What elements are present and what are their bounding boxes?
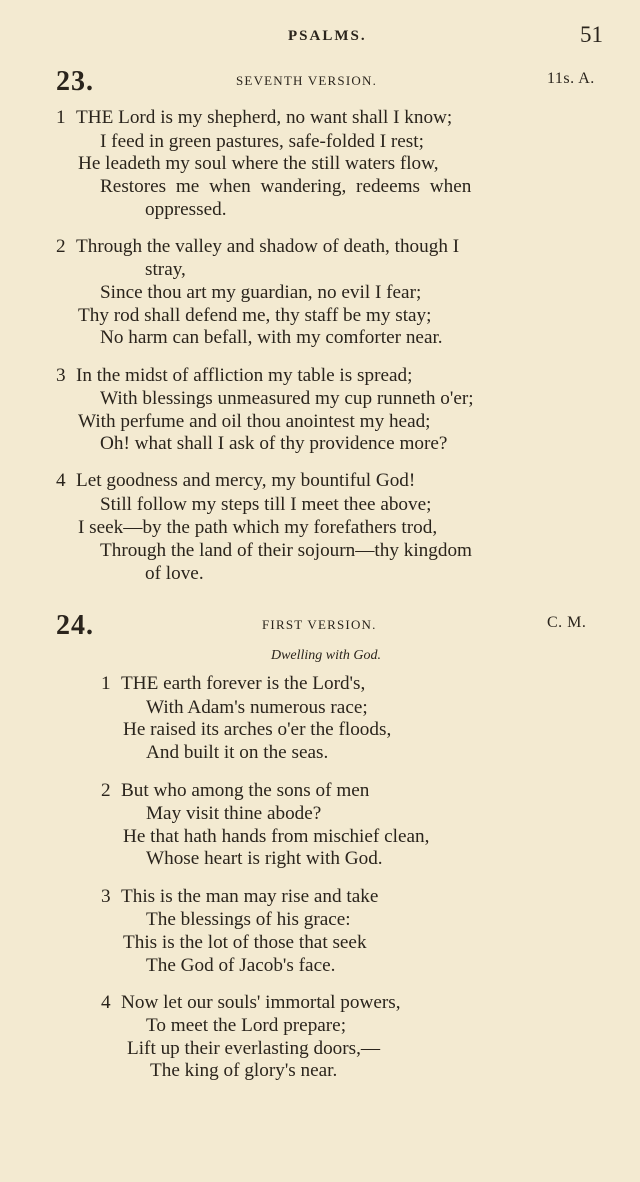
verse-line: Lift up their everlasting doors,— <box>127 1038 381 1059</box>
verse-line: With blessings unmeasured my cup runneth o'er; <box>100 388 474 409</box>
verse-line: Whose heart is right with God. <box>146 848 383 869</box>
verse-line: Through the valley and shadow of death, though I <box>76 236 460 257</box>
verse-line: Oh! what shall I ask of thy providence more? <box>100 433 448 454</box>
verse-line: oppressed. <box>145 199 227 220</box>
verse-line: The God of Jacob's face. <box>146 955 336 976</box>
hymn-number: 23. <box>56 66 94 97</box>
hymn-23-heading <box>0 66 640 98</box>
verse-line: Let goodness and mercy, my bountiful God! <box>76 470 416 491</box>
verse-line: stray, <box>145 259 186 280</box>
verse-line: Since thou art my guardian, no evil I fear; <box>100 282 422 303</box>
verse-line: THE earth forever is the Lord's, <box>121 673 366 694</box>
verse-line: This is the lot of those that seek <box>123 932 367 953</box>
hymn-version: SEVENTH VERSION. <box>236 73 378 88</box>
verse-line: He leadeth my soul where the still waters flow, <box>78 153 439 174</box>
verse-line: Now let our souls' immortal powers, <box>121 992 401 1013</box>
stanza-number: 2 <box>56 236 66 257</box>
hymn-24-heading <box>0 610 640 642</box>
hymn-version: FIRST VERSION. <box>262 617 377 632</box>
stanza-first-line <box>101 673 365 695</box>
stanza-number: 3 <box>101 886 111 907</box>
hymn-meter: 11s. A. <box>547 70 595 87</box>
verse-line: And built it on the seas. <box>146 742 329 763</box>
hymn-subtitle <box>0 648 640 664</box>
stanza-number: 3 <box>56 365 66 386</box>
verse-line: He that hath hands from mischief clean, <box>123 826 430 847</box>
verse-line: To meet the Lord prepare; <box>146 1015 347 1036</box>
running-head <box>0 22 640 52</box>
stanza-first-line <box>56 365 412 387</box>
stanza-number: 2 <box>101 780 111 801</box>
verse-line: Thy rod shall defend me, thy staff be my stay; <box>78 305 432 326</box>
verse-line: No harm can befall, with my comforter near. <box>100 327 443 348</box>
verse-line: Restores me when wandering, redeems when <box>100 176 472 197</box>
stanza-first-line <box>101 992 401 1014</box>
verse-line: THE Lord is my shepherd, no want shall I know; <box>76 107 453 128</box>
hymn-meter: C. M. <box>547 614 587 631</box>
stanza-number: 1 <box>101 673 111 694</box>
verse-line: I feed in green pastures, safe-folded I rest; <box>100 131 424 152</box>
stanza-number: 1 <box>56 107 66 128</box>
verse-line: This is the man may rise and take <box>121 886 379 907</box>
stanza-first-line <box>56 236 459 258</box>
stanza-first-line <box>56 470 415 492</box>
verse-line: I seek—by the path which my forefathers trod, <box>78 517 438 538</box>
verse-line: With perfume and oil thou anointest my head; <box>78 411 431 432</box>
running-title: PSALMS. <box>288 28 367 44</box>
stanza-first-line <box>56 107 452 129</box>
stanza-first-line <box>101 780 369 802</box>
page-number: 51 <box>580 22 603 47</box>
verse-line: In the midst of affliction my table is spread; <box>76 365 413 386</box>
verse-line: The blessings of his grace: <box>146 909 351 930</box>
hymn-subtitle-text: Dwelling with God. <box>270 648 382 663</box>
hymn-number: 24. <box>56 610 94 641</box>
stanza-number: 4 <box>56 470 66 491</box>
verse-line: He raised its arches o'er the floods, <box>123 719 392 740</box>
verse-line: of love. <box>145 563 204 584</box>
verse-line: Through the land of their sojourn—thy kingdom <box>100 540 472 561</box>
verse-line: But who among the sons of men <box>121 780 370 801</box>
stanza-first-line <box>101 886 378 908</box>
stanza-number: 4 <box>101 992 111 1013</box>
verse-line: Still follow my steps till I meet thee above; <box>100 494 432 515</box>
verse-line: With Adam's numerous race; <box>146 697 368 718</box>
verse-line: May visit thine abode? <box>146 803 322 824</box>
verse-line: The king of glory's near. <box>150 1060 338 1081</box>
